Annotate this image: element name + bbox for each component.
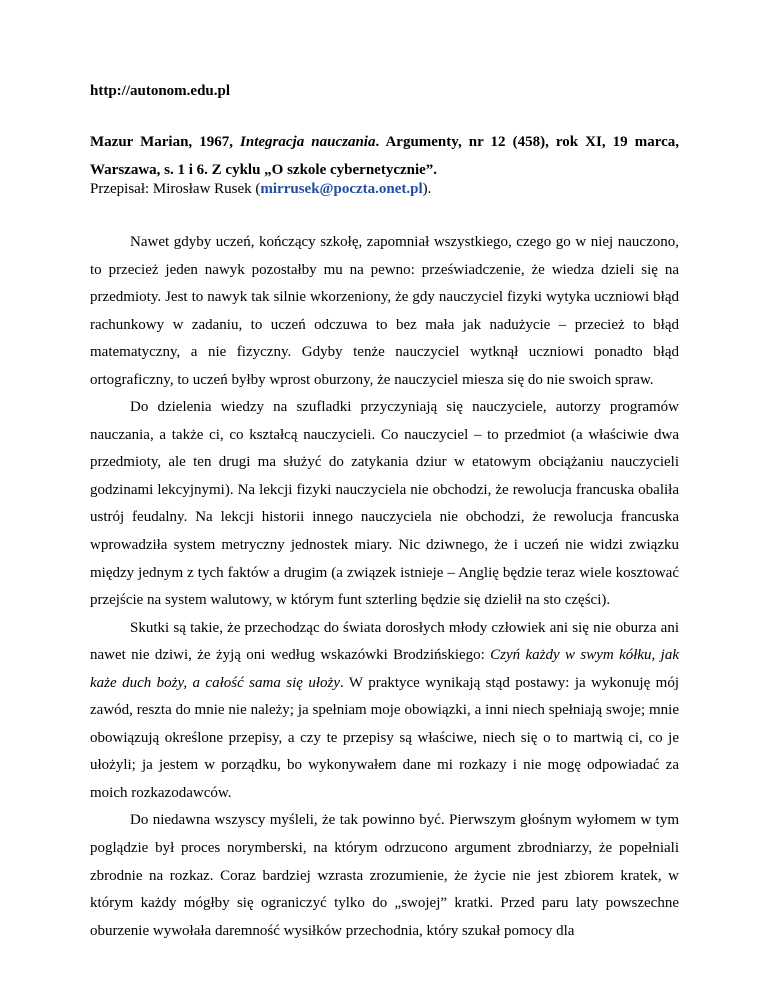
paragraph-1: Nawet gdyby uczeń, kończący szkołę, zapomniał wszystkiego, czego go w niej nauczono, to przecież jeden nawyk pozostałby mu na pewno: przeświadczenie, że wiedza dzieli się na przedmioty. Jest to nawyk tak silnie wkorzeniony, że gdy nauczyciel fizyki wytyka uczniowi błąd rachunkowy w zadaniu, to uczeń odczuwa to bez mała jak nadużycie – przecież to błąd matematyczny, a nie fizyczny. Gdyby tenże nauczyciel wytknął uczniowi ponadto błąd ortograficzny, to uczeń byłby wprost oburzony, że nauczyciel miesza się do nie swoich spraw. — [90, 234, 679, 388]
paragraph-3-start: Skutki są takie, że przechodząc do świata dorosłych młody człowiek ani się nie oburza ani nawet nie dziwi, że żyją oni według wskazówki Brodzińskiego: — [90, 619, 679, 664]
paragraph-3 — [90, 615, 679, 808]
brodzinski-quote: Czyń każdy w swym kółku, jak każe duch boży, a całość sama się ułoży — [90, 647, 679, 691]
citation-author-year: Mazur Marian, 1967, — [90, 134, 241, 150]
paragraph-2: Do dzielenia wiedzy na szufladki przyczyniają się nauczyciele, autorzy programów nauczania, a także ci, co kształcą nauczycieli. Co nauczyciel – to przedmiot (a właściwie dwa przedmioty, ale ten drugi ma służyć do zatykania dziur w etatowym obciążaniu nauczycieli godzinami lekcyjnymi). Na lekcji fizyki nauczyciela nie obchodzi, że rewolucja francuska obaliła ustrój feudalny. Na lekcji historii innego nauczyciela nie obchodzi, że rewolucja francuska wprowadziła system metryczny jednostek miary. Nic dziwnego, że i uczeń nie widzi związku między jednym z tych faktów a drugim (a związek istnieje – Anglię będzie teraz wiele kosztować przejście na system walutowy, w którym funt szterling będzie się dzielił na sto części). — [90, 399, 679, 609]
transcriber-prefix: Przepisał: Mirosław Rusek ( — [90, 181, 261, 197]
paragraph-3-end: . W praktyce wynikają stąd postawy: ja wykonuję mój zawód, reszta do mnie nie należy; ja spełniam moje obowiązki, a inni niech spełniają swoje; mnie obowiązują określone przepisy, a czy te przepisy są właściwe, niech się o to martwią ci, co je ułożyli; ja jestem w porządku, bo wykonywałem dane mi rozkazy i nie mogę odpowiadać za moich rozkazodawców. — [90, 674, 679, 801]
transcriber-line — [90, 179, 431, 199]
source-url[interactable]: http://autonom.edu.pl — [90, 83, 231, 99]
article-body — [90, 229, 679, 945]
citation — [90, 129, 679, 184]
transcriber-suffix: ). — [422, 181, 432, 197]
citation-title: Integracja nauczania — [240, 134, 376, 150]
citation-details: . Argumenty, nr 12 (458), rok XI, 19 marca, Warszawa, s. 1 i 6. Z cyklu „O szkole cybernetycznie”. — [90, 134, 680, 178]
transcriber-email-link[interactable]: mirrusek@poczta.onet.pl — [260, 181, 423, 197]
paragraph-4: Do niedawna wszyscy myśleli, że tak powinno być. Pierwszym głośnym wyłomem w tym poglądzie był proces norymberski, na którym odrzucono argument zbrodniarzy, że popełniali zbrodnie na rozkaz. Coraz bardziej wzrasta zrozumienie, że życie nie jest zbiorem kratek, w którym każdy mógłby się ograniczyć tylko do „swojej” kratki. Przed paru laty powszechne oburzenie wywołała daremność wysiłków przechodnia, który szukał pomocy dla — [90, 812, 679, 939]
